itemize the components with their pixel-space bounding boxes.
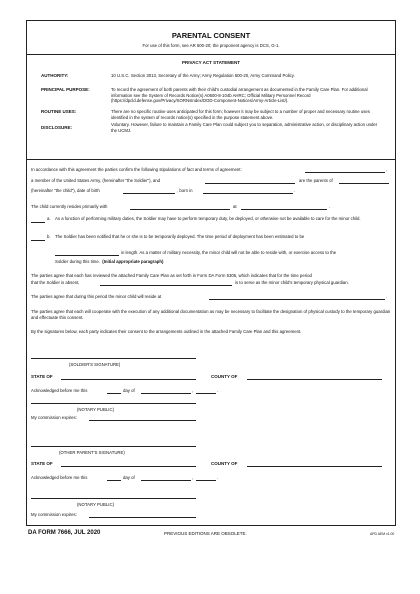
other-notary-signature-field[interactable] (31, 498, 196, 499)
soldier-ack-period: . (217, 388, 219, 393)
form-number: DA FORM 7666, JUL 2020 (28, 530, 101, 536)
family-care-plan-text: The parties agree that each has reviewed the attached Family Care Plan as set forth in Form DA Form 5305, which indicates that for the time period (31, 273, 312, 278)
other-ack-dayof: day of (123, 475, 135, 480)
other-state-label: STATE OF (31, 461, 53, 466)
other-county-field[interactable] (247, 466, 382, 467)
soldier-signature-label: (SOLDIER'S SIGNATURE) (69, 362, 121, 367)
other-county-label: COUNTY OF (211, 461, 238, 466)
soldier-ack-text: Acknowledged before me this (31, 388, 88, 393)
deployment-length-field[interactable] (55, 255, 119, 256)
editions-note: PREVIOUS EDITIONS ARE OBSOLETE. (164, 531, 247, 536)
consent-text: By the signatures below, each party indicates their consent to the arrangements outlined in the attached Family Care Plan and this agreement. (31, 329, 302, 334)
guardian-name-field[interactable] (100, 285, 232, 286)
soldier-ack-comma: , (192, 388, 194, 393)
item-b-letter: b. (47, 234, 51, 239)
stipulations-text: In accordance with this agreement the parties confirm the following stipulations of fact and terms of agreement: (31, 167, 242, 172)
other-parent-signature-field[interactable] (31, 446, 196, 447)
soldier-county-label: COUNTY OF (211, 374, 238, 379)
other-state-field[interactable] (61, 466, 196, 467)
apd-version: APD AEM v1.00 (370, 532, 395, 536)
other-notary-label: (NOTARY PUBLIC) (77, 502, 115, 507)
disclosure-text: Voluntary. However, failure to maintain a Family Care Plan could subject you to separation, administrative action, or disciplinary action under the UCMJ. (111, 122, 378, 133)
other-commission-label: My commission expires: (31, 512, 77, 517)
dob-field[interactable] (123, 193, 175, 194)
item-a-letter: a. (47, 216, 51, 221)
privacy-act-section (27, 55, 395, 160)
form-title: PARENTAL CONSENT (171, 31, 251, 40)
other-ack-period: . (217, 475, 219, 480)
disclosure-label: DISCLOSURE: (41, 125, 73, 130)
soldier-state-field[interactable] (61, 379, 196, 380)
other-ack-month-field[interactable] (141, 480, 191, 481)
routine-uses-label: ROUTINE USES: (41, 109, 77, 114)
principal-purpose-label: PRINCIPAL PURPOSE: (41, 87, 90, 92)
soldier-commission-label: My commission expires: (31, 415, 77, 420)
item-b-line2: in length. As a matter of military necessity, the minor child will not be able to reside with, or exercise access to the (121, 250, 337, 255)
other-ack-day-field[interactable] (107, 480, 121, 481)
soldier-county-field[interactable] (247, 379, 382, 380)
parents-line-text: a member of the United States Army, (hereinafter "the Soldier"), and (31, 178, 161, 183)
item-a-text: As a function of performing military duties, the Soldier may have to perform temporary duty, be deployed, or otherwise not be available to care for the minor child. (55, 216, 361, 221)
item-b-text: The Soldier has been notified that he or she is to be temporarily deployed. The time period of deployment has been estimated to be (55, 234, 305, 239)
initial-a-field[interactable] (31, 222, 45, 223)
soldier-ack-month-field[interactable] (141, 393, 191, 394)
soldier-notary-label: (NOTARY PUBLIC) (77, 407, 115, 412)
dob-text: (hereinafter "the child"), date of birth (31, 188, 100, 193)
soldier-signature-field[interactable] (31, 358, 196, 359)
other-ack-text: Acknowledged before me this (31, 475, 88, 480)
item-b-line3 (55, 259, 163, 265)
reside-period-text: The parties agree that during this period the minor child will reside at (31, 294, 162, 299)
privacy-act-heading: PRIVACY ACT STATEMENT (181, 60, 240, 65)
soldier-ack-day-field[interactable] (107, 393, 121, 394)
principal-purpose-text: To record the agreement of both parents with their child's custodial arrangement as documented in the Family Care Plan. For additional information see the System of Records Notice(s) A0600-8-104b AHRC; Official Military Personnel Record (https://dpcld.defense.gov/Privacy/SORNsIndex/DOD-Component-Notices/Army-Article-List/). (111, 87, 368, 104)
soldier-commission-field[interactable] (89, 420, 196, 421)
resides-text: The child currently resides primarily with (31, 204, 108, 209)
cooperation-text: The parties agree that each will cooperate with the execution of any additional documentation as may be necessary to facilitate the designation of physical custody to the temporary guardian and effectuate this consent. (31, 309, 391, 320)
soldier-name-field[interactable] (305, 172, 385, 173)
other-parent-name-field[interactable] (205, 183, 295, 184)
form-frame: PARENTAL CONSENT For use of this form, see AR 600-20; the proponent agency is DCS, G-1. PRIVACY ACT STATEMENT AUTHORITY: 10 U.S.C. Section 3013, Secretary of the Army; Army Regulation 600-20, Army Command Policy. PRINCIPAL PURPOSE: To record the agreement of both parents with their child's custodial arrangement as documented in the Family Care Plan. For additional information see the System of Records Notice(s) A0600-8-104b AHRC; Official Military Personnel Record (https://dpcld.defense.gov/Privacy/SORNsIndex/DOD-Component-Notices/Army-Article-List/). ROUTINE USES: There are no specific routine uses anticipated for this form; however it may be subject to a number of proper and necessary routine uses identified in the system of records notice(s) specified in the purpose statement above. DISCLOSURE: Voluntary. However, failure to maintain a Family Care Plan could subject you to separation, administrative action, or disciplinary action under the UCMJ. In accordance with this agreement the parties confirm the following stipulations of fact and terms of agreement: , a member of the United States Army, (hereinafter "the Soldier"), and are the parents of (hereinafter "the child"), date of birth , born in . The child currently resides primarily with at . a. As a function of performing military duties, the Soldier may have to perform temporary duty, be deployed, or otherwise not be available to care for the minor child. b. The Soldier has been notified that he or she is to be temporarily deployed. The time period of deployment has been estimated to be in length. As a matter of military necessity, the minor child will not be able to reside with, or exercise access to the Soldier during this time. (Initial appropriate paragraph) The parties agree that each has reviewed the attached Family Care Plan as set forth in Form DA Form 5305, which indicates that for the time period that the Soldier is absent, is to serve as the minor child's temporary physical guardian. The parties agree that during this period the minor child will reside at . The parties agree that each will cooperate with the execution of any additional documentation as may be necessary to facilitate the designation of physical custody to the temporary guardian and effectuate this consent. By the signatures below, each party indicates their consent to the arrangements outlined in the attached Family Care Plan and this agreement. (SOLDIER'S SIGNATURE) STATE OF COUNTY OF Acknowledged before me this day of , . (NOTARY PUBLIC) My commission expires: (OTHER PARENT'S SIGNATURE) STATE OF COUNTY OF Acknowledged before me this day of , . (NOTARY PUBLIC) My commission expires: (26, 20, 396, 526)
child-name-field[interactable] (339, 183, 389, 184)
guardian-text: is to serve as the minor child's temporary physical guardian. (235, 280, 349, 285)
other-commission-field[interactable] (89, 517, 196, 518)
item-b-line3-text: Soldier during this time. (55, 259, 100, 264)
resides-at-field[interactable] (241, 209, 327, 210)
soldier-ack-dayof: day of (123, 388, 135, 393)
soldier-notary-signature-field[interactable] (31, 403, 196, 404)
soldier-ack-year-field[interactable] (196, 393, 216, 394)
routine-uses-text: There are no specific routine uses anticipated for this form; however it may be subject to a number of proper and necessary routine uses identified in the system of records notice(s) specified in the purpose statement above. (111, 109, 370, 120)
soldier-state-label: STATE OF (31, 374, 53, 379)
resides-with-field[interactable] (130, 209, 230, 210)
authority-label: AUTHORITY: (41, 73, 69, 78)
initial-b-field[interactable] (31, 240, 45, 241)
authority-text: 10 U.S.C. Section 3013, Secretary of the Army; Army Regulation 600-20, Army Command Policy. (111, 73, 295, 78)
other-ack-year-field[interactable] (196, 480, 216, 481)
reside-period-field[interactable] (209, 299, 385, 300)
parents-of-text: are the parents of (299, 178, 333, 183)
resides-at-text: at (233, 204, 237, 209)
birthplace-field[interactable] (203, 193, 293, 194)
form-header (27, 21, 395, 55)
form-subtitle: For use of this form, see AR 600-20; the proponent agency is DCS, G-1. (142, 43, 280, 48)
initial-instruction: (Initial appropriate paragraph) (102, 259, 164, 264)
other-parent-signature-label: (OTHER PARENT'S SIGNATURE) (59, 450, 125, 455)
soldier-absent-text: that the Soldier is absent, (31, 280, 80, 285)
born-in-text: , born in (177, 188, 193, 193)
other-ack-comma: , (192, 475, 194, 480)
